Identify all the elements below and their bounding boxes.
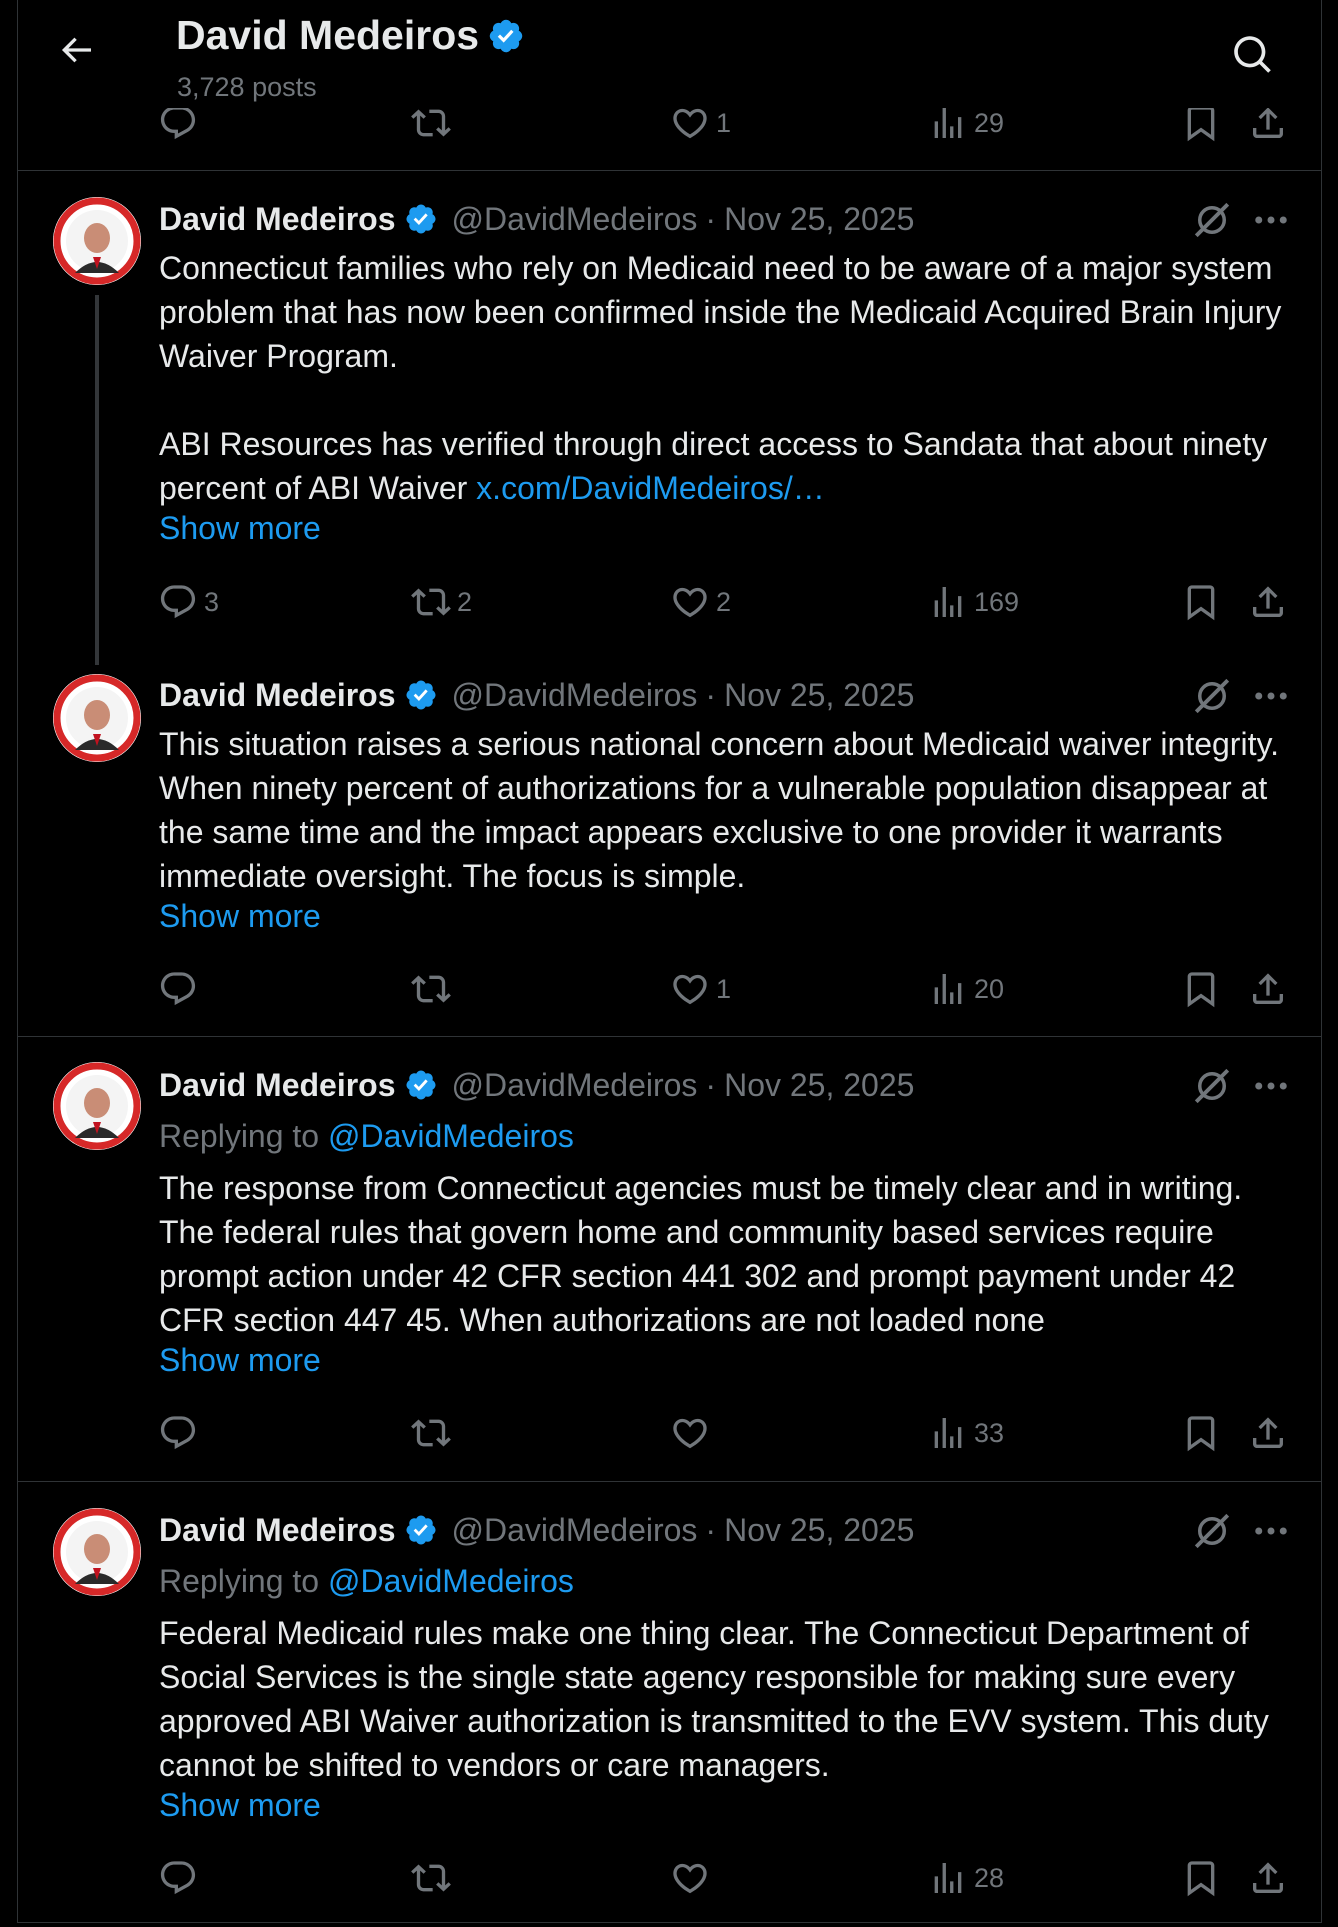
retweet-button[interactable]: [411, 1856, 457, 1900]
tweet-text: The response from Connecticut agencies must be timely clear and in writing. The federal rules that govern home and community based services require prompt action under 42 CFR section 441 302 and prompt payment under 42 CFR section 447 45. When authorizations are not loaded none: [159, 1170, 1243, 1338]
like-button[interactable]: [670, 1411, 716, 1455]
avatar[interactable]: [53, 1062, 141, 1150]
separator-dot: ·: [705, 676, 717, 713]
show-more-link[interactable]: Show more: [159, 898, 321, 934]
like-icon: [670, 1413, 710, 1453]
avatar[interactable]: [53, 197, 141, 285]
separator-dot: ·: [705, 1511, 717, 1548]
views-icon: [928, 969, 968, 1009]
like-icon: [670, 969, 710, 1009]
tweet-text: Federal Medicaid rules make one thing clear. The Connecticut Department of Social Services is the single state agency responsible for making sure every approved ABI Waiver authorization is transmitted to the EVV system. This duty cannot be shifted to vendors or care managers.: [159, 1615, 1269, 1783]
reply-button[interactable]: [158, 967, 204, 1011]
retweet-icon: [411, 1858, 451, 1898]
share-icon: [1248, 969, 1288, 1009]
retweet-button[interactable]: 2: [411, 580, 472, 624]
reply-button[interactable]: [158, 1856, 204, 1900]
reply-icon: [158, 1858, 198, 1898]
like-button[interactable]: 2: [670, 580, 731, 624]
header-title: [176, 12, 525, 59]
like-button[interactable]: [670, 1856, 716, 1900]
tweet[interactable]: [18, 171, 1321, 671]
tweet-header: [159, 1510, 914, 1550]
share-icon: [1248, 582, 1288, 622]
header-post-count: 3,728 posts: [177, 72, 317, 102]
tweet-actions: [18, 580, 1321, 624]
tweet[interactable]: [18, 671, 1321, 1036]
profile-header: [18, 0, 1321, 108]
avatar[interactable]: [53, 674, 141, 762]
like-icon: [670, 582, 710, 622]
tweet-date[interactable]: Nov 25, 2025: [724, 200, 915, 237]
author-handle[interactable]: @DavidMedeiros: [451, 676, 698, 713]
tweet-actions: [18, 1856, 1321, 1900]
tweet-link[interactable]: x.com/DavidMedeiros/…: [476, 470, 825, 506]
tweet-header: [159, 199, 914, 239]
views-icon: [928, 103, 968, 143]
author-name[interactable]: David Medeiros: [159, 676, 396, 713]
bookmark-button[interactable]: [1181, 580, 1221, 624]
retweet-button[interactable]: [411, 1411, 457, 1455]
divider: [18, 1922, 1321, 1923]
retweet-icon: [411, 969, 451, 1009]
author-name[interactable]: David Medeiros: [159, 200, 396, 237]
grok-icon[interactable]: [1191, 1510, 1233, 1552]
bookmark-button[interactable]: [1181, 967, 1221, 1011]
verified-badge-icon: [404, 1513, 438, 1547]
retweet-icon: [411, 103, 451, 143]
reply-icon: [158, 582, 198, 622]
views-button[interactable]: 169: [928, 580, 1019, 624]
tweet-date[interactable]: Nov 25, 2025: [724, 1511, 915, 1548]
like-button[interactable]: 1: [670, 101, 731, 145]
verified-badge-icon: [404, 202, 438, 236]
header-name: David Medeiros: [176, 12, 480, 58]
more-icon[interactable]: [1250, 675, 1292, 717]
tweet-text: Connecticut families who rely on Medicaid need to be aware of a major system problem that has now been confirmed inside the Medicaid Acquired Brain Injury Waiver Program. ABI Resources has verified through direct access to Sandata that about ninety percent of ABI Waiver x.com/DavidMedeiros/…: [159, 250, 1282, 506]
tweet-date[interactable]: Nov 25, 2025: [724, 1066, 915, 1103]
retweet-icon: [411, 1413, 451, 1453]
reply-icon: [158, 1413, 198, 1453]
show-more-link[interactable]: Show more: [159, 1787, 321, 1823]
replying-to: Replying to @DavidMedeiros: [159, 1118, 574, 1154]
tweet-header: [159, 675, 914, 715]
author-handle[interactable]: @DavidMedeiros: [451, 1511, 698, 1548]
more-icon[interactable]: [1250, 1065, 1292, 1107]
share-button[interactable]: [1248, 1411, 1288, 1455]
verified-badge-icon: [404, 1068, 438, 1102]
replying-to-handle[interactable]: @DavidMedeiros: [327, 1118, 574, 1154]
reply-button[interactable]: [158, 1411, 204, 1455]
avatar[interactable]: [53, 1508, 141, 1596]
share-icon: [1248, 1413, 1288, 1453]
verified-badge-icon: [404, 678, 438, 712]
bookmark-button[interactable]: [1181, 1856, 1221, 1900]
timeline-column: [17, 0, 1322, 1923]
tweet-actions: [18, 967, 1321, 1011]
bookmark-icon: [1181, 582, 1221, 622]
views-button[interactable]: 28: [928, 1856, 1004, 1900]
tweet-actions: [18, 1411, 1321, 1455]
grok-icon[interactable]: [1191, 1065, 1233, 1107]
show-more-link[interactable]: Show more: [159, 510, 321, 546]
views-button[interactable]: 20: [928, 967, 1004, 1011]
views-icon: [928, 1413, 968, 1453]
retweet-icon: [411, 582, 451, 622]
replying-to: Replying to @DavidMedeiros: [159, 1563, 574, 1599]
back-arrow-icon[interactable]: [56, 30, 96, 70]
views-icon: [928, 582, 968, 622]
search-icon[interactable]: [1231, 33, 1275, 77]
separator-dot: ·: [705, 1066, 717, 1103]
more-icon[interactable]: [1250, 1510, 1292, 1552]
tweet[interactable]: [18, 1482, 1321, 1922]
more-icon[interactable]: [1250, 199, 1292, 241]
share-button[interactable]: [1248, 967, 1288, 1011]
share-icon: [1248, 1858, 1288, 1898]
verified-badge-icon: [487, 17, 525, 55]
grok-icon[interactable]: [1191, 199, 1233, 241]
tweet-header: [159, 1065, 914, 1105]
separator-dot: ·: [705, 200, 717, 237]
share-button[interactable]: [1248, 1856, 1288, 1900]
grok-icon[interactable]: [1191, 675, 1233, 717]
author-handle[interactable]: @DavidMedeiros: [451, 1066, 698, 1103]
bookmark-icon: [1181, 969, 1221, 1009]
tweet[interactable]: [18, 1037, 1321, 1481]
retweet-button[interactable]: [411, 967, 457, 1011]
bookmark-button[interactable]: [1181, 1411, 1221, 1455]
like-icon: [670, 1858, 710, 1898]
like-button[interactable]: 1: [670, 967, 731, 1011]
reply-icon: [158, 969, 198, 1009]
reply-icon: [158, 103, 198, 143]
views-icon: [928, 1858, 968, 1898]
views-button[interactable]: 33: [928, 1411, 1004, 1455]
author-name[interactable]: David Medeiros: [159, 1066, 396, 1103]
bookmark-icon: [1181, 103, 1221, 143]
show-more-link[interactable]: Show more: [159, 1342, 321, 1378]
tweet-text: This situation raises a serious national concern about Medicaid waiver integrity. When ninety percent of authorizations for a vulnerable population disappear at the same time and the impact appears exclusive to one provider it warrants immediate oversight. The focus is simple.: [159, 726, 1279, 894]
tweet-date[interactable]: Nov 25, 2025: [724, 676, 915, 713]
bookmark-icon: [1181, 1413, 1221, 1453]
bookmark-icon: [1181, 1858, 1221, 1898]
views-button[interactable]: 29: [928, 101, 1004, 145]
replying-to-handle[interactable]: @DavidMedeiros: [327, 1563, 574, 1599]
author-name[interactable]: David Medeiros: [159, 1511, 396, 1548]
share-button[interactable]: [1248, 580, 1288, 624]
like-icon: [670, 103, 710, 143]
share-icon: [1248, 103, 1288, 143]
author-handle[interactable]: @DavidMedeiros: [451, 200, 698, 237]
reply-button[interactable]: 3: [158, 580, 219, 624]
